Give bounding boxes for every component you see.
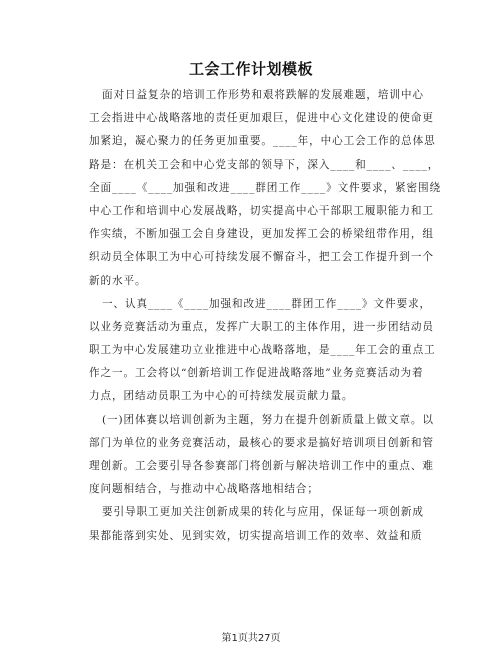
paragraph-line: 度问题相结合，与推动中心战略落地相结合； (89, 483, 319, 496)
paragraph-line: (一)团体赛以培训创新为主题，努力在提升创新质量上做文章。以 (102, 413, 434, 426)
paragraph-line: 一、认真____《____加强和改进____群团工作____》文件要求， (102, 297, 432, 310)
paragraph-line: 理创新。工会要引导各参赛部门将创新与解决培训工作中的重点、难 (89, 460, 434, 472)
paragraph-line: 中心工作和培训中心发展战略，切实提高中心干部职工履职能力和工 (89, 204, 434, 217)
paragraph-line: 职工为中心发展建功立业推进中心战略落地，是____年工会的重点工 (89, 344, 436, 357)
paragraph-line: 作之一。工会将以“创新培训工作促进战略落地”业务竞赛活动为着 (89, 367, 424, 380)
paragraph-line: 果都能落到实处、见到实效，切实提高培训工作的效率、效益和质 (89, 529, 423, 542)
paragraph-line: 新的水平。 (89, 274, 147, 287)
paragraph-line: 工会指进中心战略落地的责任更加艰巨，促进中心文化建设的使命更 (89, 112, 434, 125)
document-body (89, 84, 442, 548)
page-number-footer: 第1页共27页 (221, 633, 281, 644)
paragraph-line: 部门为单位的业务竞赛活动，最核心的要求是搞好培训项目创新和管 (89, 436, 434, 449)
paragraph-line: 全面____《____加强和改进____群团工作____》文件要求，紧密围绕 (89, 181, 442, 194)
document-title: 工会工作计划模板 (188, 60, 313, 78)
paragraph-line: 作实绩，不断加强工会自身建设，更加发挥工会的桥梁纽带作用，组 (89, 228, 434, 241)
paragraph-line: 要引导职工更加关注创新成果的转化与应用，保证每一项创新成 (102, 506, 424, 519)
paragraph-line: 以业务竞赛活动为重点，发挥广大职工的主体作用，进一步团结动员 (89, 320, 434, 333)
paragraph-line: 路是：在机关工会和中心党支部的领导下，深入____和____、____， (89, 158, 440, 171)
paragraph-line: 力点，团结动员职工为中心的可持续发展贡献力量。 (89, 390, 354, 403)
paragraph-line: 织动员全体职工为中心可持续发展不懈奋斗，把工会工作提升到一个 (89, 251, 434, 264)
paragraph-line: 加紧迫，凝心聚力的任务更加重要。____年，中心工会工作的总体思 (89, 135, 436, 148)
paragraph-line: 面对日益复杂的培训工作形势和艰将跌解的发展难题，培训中心 (102, 89, 424, 101)
